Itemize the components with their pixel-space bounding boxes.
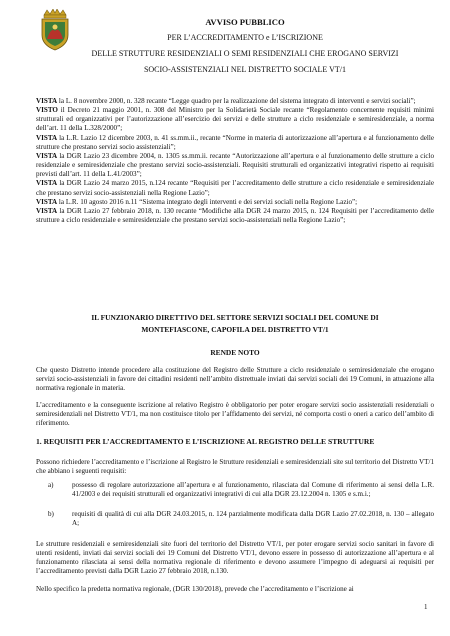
list-item: a) possesso di regolare autorizzazione all’apertura e al funzionamento, rilasciata dal Comune di riferimento ai sensi della L.R. 41/2003 e dei requisiti strutturali ed organizzativi integrativi di cui alla DGR 23.12.2004 n. 1305 e s.m.i.; bbox=[48, 481, 434, 499]
municipal-crest-icon bbox=[38, 9, 72, 51]
vista-entry: VISTA la L.R. 10 agosto 2016 n.11 “Sistema integrato degli interventi e dei servizi sociali nella Regione Lazio”; bbox=[36, 197, 358, 206]
list-item: b) requisiti di qualità di cui alla DGR 24.03.2015, n. 124 parzialmente modificata dalla DGR Lazio 27.02.2018, n. 130 – allegato A; bbox=[48, 510, 434, 528]
director-heading-line-2: MONTEFIASCONE, CAPOFILA DEL DISTRETTO VT/1 bbox=[141, 325, 329, 334]
vista-entry: VISTA la L.R. Lazio 12 dicembre 2003, n. 41 ss.mm.ii., recante “Norme in materia di autorizzazione all’apertura e al funzionamento delle strutture che prestano servizi socio assistenziali”; bbox=[36, 133, 434, 151]
external-structures-paragraph: Le strutture residenziali e semiresidenziali site fuori del territorio del Distretto VT/1, per poter erogare servizi socio sanitari in favore di utenti residenti, inviati dai servizi sociali dei 19 Comuni del Distretto VT/1, devono essere in possesso di autorizzazione all’apertura e al funzionamento rilasciata ai sensi della normativa regionale di riferimento e devono assumere l’impegno di adeguarsi ai requisiti per l’accreditamento previsti dalla DGR Lazio 27 febbraio 2018, n.130. bbox=[36, 540, 434, 576]
notice-title: AVVISO PUBBLICO bbox=[205, 17, 285, 27]
notice-subtitle-line-3: DELLE STRUTTURE RESIDENZIALI O SEMI RESIDENZIALI CHE EROGANO SERVIZI bbox=[91, 49, 399, 58]
vista-entry: VISTA la DGR Lazio 24 marzo 2015, n.124 recante “Requisiti per l’accreditamento delle strutture a ciclo residenziale e semiresidenziale che prestano servizi socio-assistenziali nella Regione Lazio”; bbox=[36, 179, 434, 197]
director-heading-line-1: IL FUNZIONARIO DIRETTIVO DEL SETTORE SERVIZI SOCIALI DEL COMUNE DI bbox=[91, 313, 379, 322]
vista-entry: VISTO il Decreto 21 maggio 2001, n. 308 del Ministro per la Solidarietà Sociale recante “Regolamento concernente requisiti minimi strutturali ed organizzativi per l’autorizzazione all’esercizio dei servizi e delle strutture a ciclo residenziale e semiresidenziale, a norma dell’art. 11 della L.328/2000”; bbox=[36, 106, 434, 133]
intro-paragraph: Che questo Distretto intende procedere alla costituzione del Registro delle Strutture a ciclo residenziale o semiresidenziale che erogano servizi socio-assistenziali in favore dei cittadini residenti nell’ambito distrettuale inviati dai servizi sociali dei 19 Comuni, in attuazione alla normativa regionale in materia. bbox=[36, 366, 434, 393]
page-number: 1 bbox=[424, 603, 428, 611]
regional-regulation-paragraph: Nello specifico la predetta normativa regionale, (DGR 130/2018), prevede che l’accreditamento e l’iscrizione ai bbox=[36, 585, 354, 593]
notice-subtitle-line-4: SOCIO-ASSISTENZIALI NEL DISTRETTO SOCIALE VT/1 bbox=[143, 65, 347, 74]
notice-subtitle-line-2: PER L’ACCREDITAMENTO e L’ISCRIZIONE bbox=[167, 33, 323, 42]
section-1-intro: Possono richiedere l’accreditamento e l’iscrizione al Registro le Strutture residenziali e semiresidenziali site sul territorio del Distretto VT/1 che abbiano i seguenti requisiti: bbox=[36, 458, 434, 476]
section-1-heading: 1. REQUISITI PER L’ACCREDITAMENTO E L’ISCRIZIONE AL REGISTRO DELLE STRUTTURE bbox=[36, 437, 375, 446]
vista-entry: VISTA la DGR Lazio 23 dicembre 2004, n. 1305 ss.mm.ii. recante “Autorizzazione all’apertura e al funzionamento delle strutture a ciclo residenziale e semiresidenziale che prestano servizi socio-assistenziali. Requisiti strutturali ed organizzativi integrativi rispetto ai requisiti previsti dall’art. 11 della L.41/2003”; bbox=[36, 151, 434, 179]
vista-entry: VISTA la DGR Lazio 27 febbraio 2018, n. 130 recante “Modifiche alla DGR 24 marzo 2015, n. 124 Requisiti per l’accreditamento delle strutture a ciclo residenziale e semiresidenziale che prestano servizi socio-assistenziali nella Regione Lazio”; bbox=[36, 206, 434, 225]
vista-entry: VISTA la L. 8 novembre 2000, n. 328 recante “Legge quadro per la realizzazione del sistema integrato di interventi e servizi sociali”; bbox=[36, 97, 416, 105]
rende-noto-heading: RENDE NOTO bbox=[210, 348, 260, 357]
accreditation-paragraph: L’accreditamento e la conseguente iscrizione al relativo Registro è obbligatorio per poter erogare servizi socio assistenziali residenziali o semiresidenziali nel Distretto VT/1, ma non costituisce titolo per l’affidamento dei servizi, né comporta costi o oneri a carico dell’ambito di riferimento. bbox=[36, 401, 434, 428]
vista-block bbox=[36, 97, 434, 225]
